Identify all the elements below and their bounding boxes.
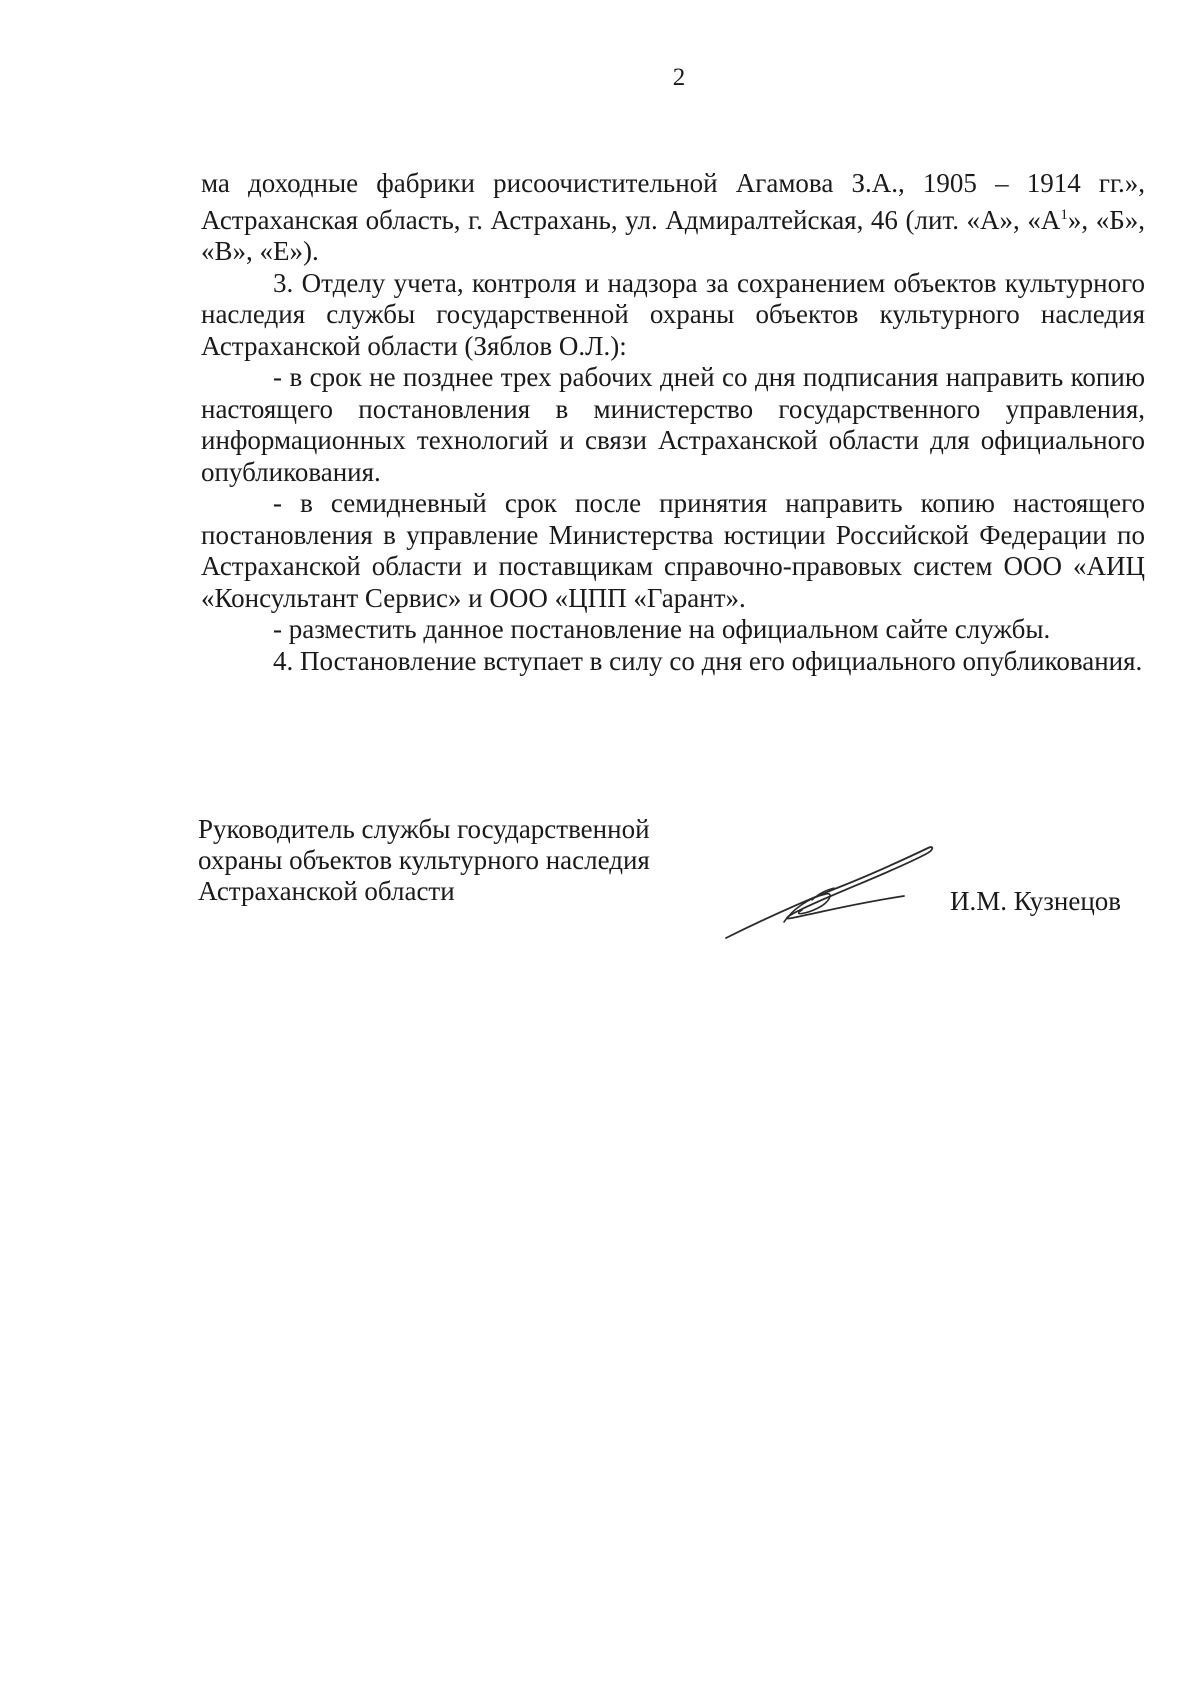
signer-name: И.М. Кузнецов bbox=[950, 886, 1122, 916]
document-body bbox=[201, 168, 1145, 677]
paragraph-item-3: 3. Отделу учета, контроля и надзора за сохранением объектов культурного наследия службы государственной охраны объектов культурного наследия Астраханской области (Зяблов О.Л.): bbox=[201, 267, 1145, 361]
paragraph-continuation-text-after: », «Б», «В», «Е»). bbox=[201, 204, 1145, 266]
paragraph-item-3-b: - в семидневный срок после принятия направить копию настоящего постановления в управление Министерства юстиции Российской Федерации по Астраханской области и поставщикам справочно-правовых систем ООО «АИЦ «Консультант Сервис» и ООО «ЦПП «Гарант». bbox=[201, 488, 1145, 613]
paragraph-item-3-c: - разместить данное постановление на официальном сайте службы. bbox=[273, 614, 1051, 644]
paragraph-item-4: 4. Постановление вступает в силу со дня его официального опубликования. bbox=[273, 645, 1143, 676]
handwritten-signature-icon bbox=[722, 836, 942, 946]
signer-position-line-3: Астраханской области bbox=[198, 876, 455, 906]
signer-position-line-2: охраны объектов культурного наследия bbox=[198, 845, 650, 875]
superscript-one: 1 bbox=[1060, 206, 1068, 223]
signer-position bbox=[198, 814, 650, 907]
page-number: 2 bbox=[672, 64, 686, 91]
paragraph-item-3-a: - в срок не позднее трех рабочих дней со дня подписания направить копию настоящего постановления в министерство государственного управления, информационных технологий и связи Астраханской области для официального опубликования. bbox=[201, 362, 1145, 487]
paragraph-continuation bbox=[201, 168, 1145, 268]
paragraph-continuation-text: ма доходные фабрики рисоочистительной Агамова З.А., 1905 – 1914 гг.», Астраханская область, г. Астрахань, ул. Адмиралтейская, 46 (лит. «А», «А bbox=[201, 168, 1145, 235]
signer-position-line-1: Руководитель службы государственной bbox=[198, 814, 650, 844]
